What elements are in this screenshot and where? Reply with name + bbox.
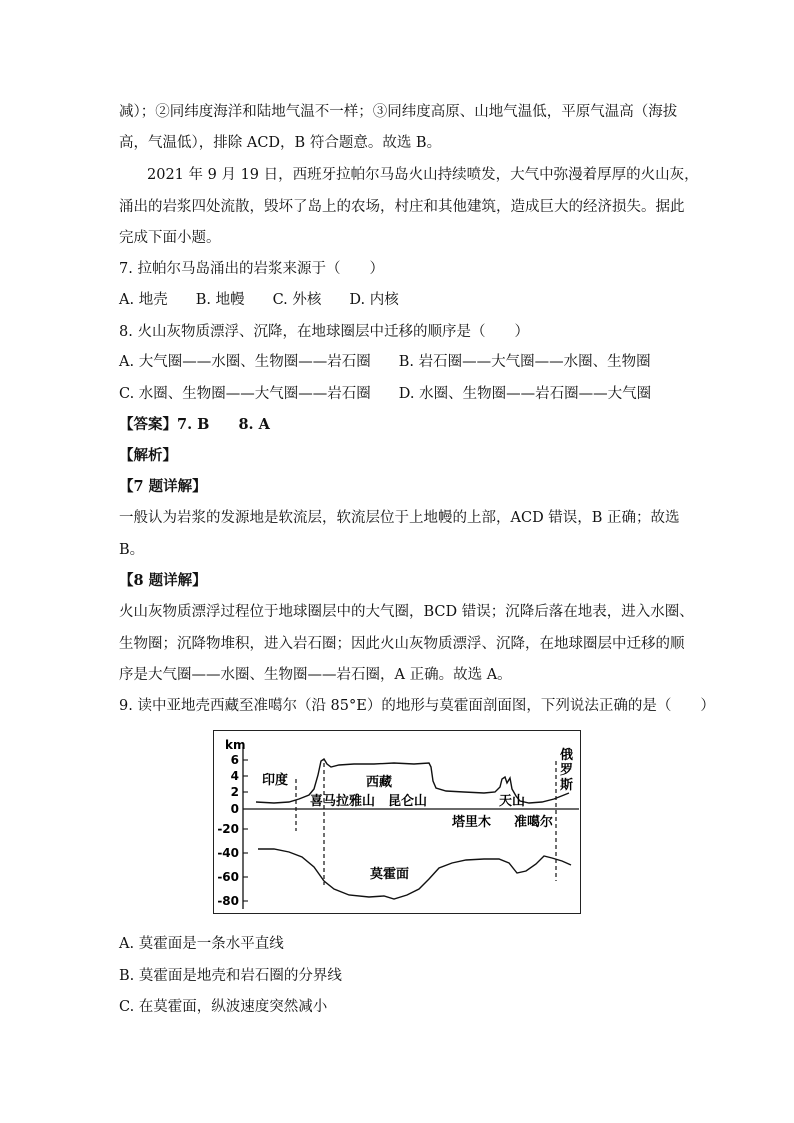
q7-option-b: B. 地幔 [195,292,245,308]
y-tick-label: 2 [230,785,239,799]
label-tarim: 塔里木 [452,815,492,830]
q9-option-b: B. 莫霍面是地壳和岩石圈的分界线 [119,968,342,984]
text-line: 减）；②同纬度海洋和陆地气温不一样；③同纬度高原、山地气温低，平原气温高（海拔 [119,104,678,120]
y-tick-label: -80 [217,894,239,908]
label-tibet: 西藏 [366,775,393,790]
q8-option-b: B. 岩石圈——大气圈——水圈、生物圈 [398,354,651,370]
label-junggar: 准噶尔 [514,815,554,830]
question-7: 7. 拉帕尔马岛涌出的岩浆来源于（ ） [119,261,384,277]
y-tick-label: -40 [217,846,239,860]
text-line: 完成下面小题。 [119,230,221,246]
answer-line: 【答案】7. B 8. A [119,416,270,433]
label-russia-char: 斯 [560,778,574,793]
q7-options [119,290,399,310]
label-himalaya: 喜马拉雅山 [310,794,376,809]
text-line: 涌出的岩浆四处流散，毁坏了岛上的农场，村庄和其他建筑，造成巨大的经济损失。据此 [119,199,685,215]
q8-option-a: A. 大气圈——水圈、生物圈——岩石圈 [119,354,371,370]
q8-options-row-2 [119,384,651,404]
text-line: 一般认为岩浆的发源地是软流层，软流层位于上地幔的上部，ACD 错误，B 正确；故选 [119,510,680,526]
q9-option-c: C. 在莫霍面，纵波速度突然减小 [119,999,328,1015]
y-tick-label: 6 [230,753,239,767]
y-tick-label: 0 [230,802,239,816]
label-russia-char: 罗 [560,763,574,778]
text-line: 序是大气圈——水圈、生物圈——岩石圈，A 正确。故选 A。 [119,667,512,683]
text-line: 2021 年 9 月 19 日，西班牙拉帕尔马岛火山持续喷发，大气中弥漫着厚厚的火山灰， [147,167,699,183]
detail-7-heading: 【7 题详解】 [119,478,207,495]
question-8: 8. 火山灰物质漂浮、沉降，在地球圈层中迁移的顺序是（ ） [119,324,529,340]
analysis-heading: 【解析】 [119,447,177,464]
moho-curve [258,849,571,899]
y-tick-label: 4 [230,769,239,783]
q7-option-c: C. 外核 [272,292,322,308]
q7-option-a: A. 地壳 [119,292,168,308]
y-tick-label: -20 [217,822,239,836]
question-9: 9. 读中亚地壳西藏至准噶尔（沿 85°E）的地形与莫霍面剖面图，下列说法正确的是（ ） [119,698,715,714]
y-axis-unit: km [225,738,246,752]
q8-option-c: C. 水圈、生物圈——大气圈——岩石圈 [119,386,371,402]
q9-option-a: A. 莫霍面是一条水平直线 [119,936,284,952]
q8-options-row-1 [119,352,651,372]
q8-option-d: D. 水圈、生物圈——岩石圈——大气圈 [398,386,652,402]
text-line: 火山灰物质漂浮过程位于地球圈层中的大气圈，BCD 错误；沉降后落在地表，进入水圈、 [119,604,694,620]
detail-8-heading: 【8 题详解】 [119,572,207,589]
label-moho: 莫霍面 [370,867,410,882]
y-tick-label: -60 [217,870,239,884]
profile-diagram [214,731,582,915]
text-line: 高，气温低），排除 ACD，B 符合题意。故选 B。 [119,135,442,151]
text-line: B。 [119,542,145,558]
label-tianshan: 天山 [499,794,526,809]
label-kunlun: 昆仑山 [388,794,428,809]
text-line: 生物圈；沉降物堆积，进入岩石圈；因此火山灰物质漂浮、沉降，在地球圈层中迁移的顺 [119,636,685,652]
terrain-moho-profile-figure [213,730,581,914]
label-india: 印度 [262,773,289,788]
label-russia-char: 俄 [560,748,574,763]
q7-option-d: D. 内核 [349,292,399,308]
